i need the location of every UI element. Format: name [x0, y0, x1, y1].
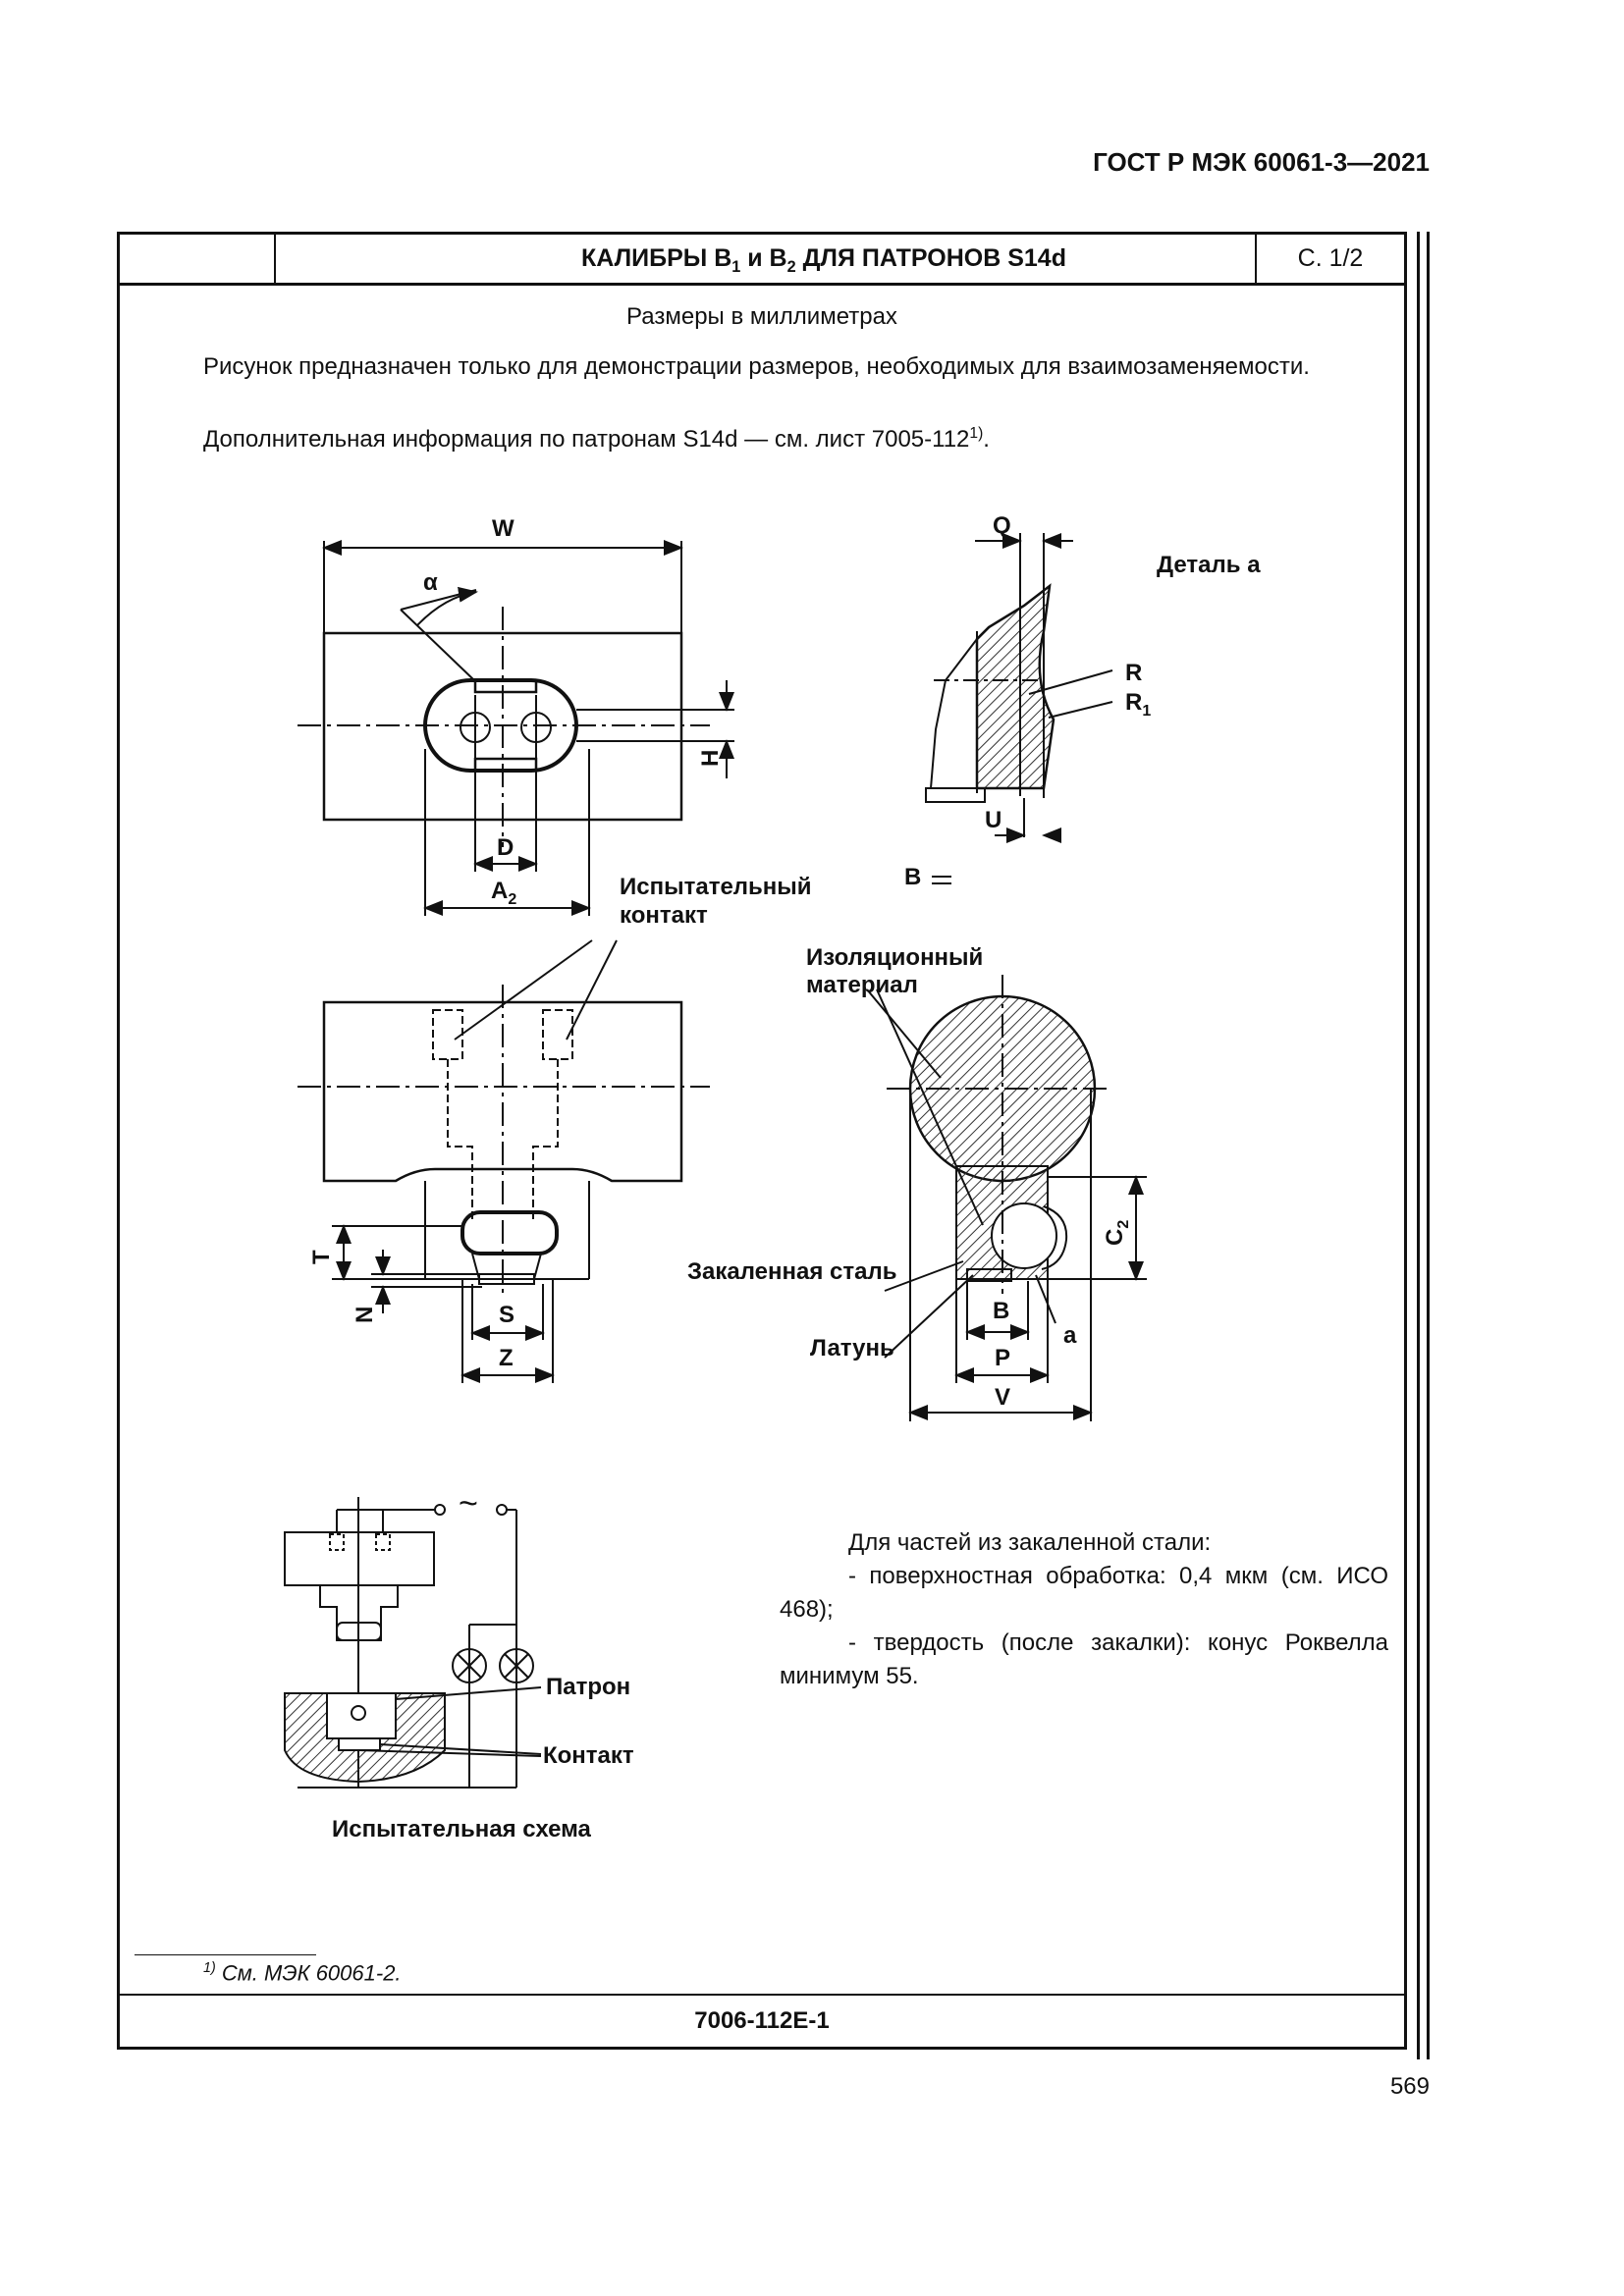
label-B-detail: B	[904, 864, 922, 890]
sheet-frame	[117, 232, 1407, 2050]
label-insulation-2: материал	[806, 972, 918, 998]
label-C2: $C_2$	[1102, 1219, 1132, 1246]
label-alpha: α	[423, 569, 438, 596]
label-S: S	[499, 1302, 515, 1328]
footnote-rule	[135, 1954, 316, 1955]
note-line: - твердость (после закалки): конус Роквелла минимум 55.	[780, 1629, 1388, 1689]
technical-drawing	[120, 235, 1404, 2047]
note-line: Для частей из закаленной стали:	[848, 1529, 1212, 1556]
page-number: 569	[1389, 2073, 1430, 2100]
units-note: Размеры в миллиметрах	[626, 303, 897, 330]
paragraph-reference: Дополнительная информация по патронам S14d — см. лист 7005-112$^{1)}$.	[203, 425, 990, 453]
note-line: - поверхностная обработка: 0,4 мкм (см. ИСО 468);	[780, 1563, 1388, 1623]
label-test-contact-1: Испытательный	[620, 874, 812, 900]
standard-number: ГОСТ Р МЭК 60061-3—2021	[1093, 147, 1430, 177]
frame-double-line	[1427, 232, 1430, 2059]
label-lampholder: Патрон	[546, 1674, 631, 1700]
test-circuit	[285, 1497, 541, 1788]
label-R1: $R_1$	[1125, 689, 1152, 720]
label-contact: Контакт	[543, 1742, 634, 1769]
sheet-title: КАЛИБРЫ $B_1$ и $B_2$ ДЛЯ ПАТРОНОВ S14d	[581, 244, 1066, 276]
label-T: T	[308, 1250, 335, 1264]
label-detail-a: Деталь a	[1157, 552, 1261, 578]
label-W: W	[492, 515, 514, 542]
label-D: D	[497, 834, 514, 861]
gauge-front-view	[298, 541, 734, 916]
sheet-footer-code: 7006-112E-1	[120, 1994, 1404, 2047]
label-Z: Z	[499, 1345, 514, 1371]
label-A2: $A_2$	[491, 878, 517, 908]
label-test-scheme: Испытательная схема	[332, 1816, 591, 1842]
label-test-contact-2: контакт	[620, 902, 708, 929]
detail-a-view	[926, 533, 1112, 883]
label-a: a	[1063, 1322, 1077, 1349]
label-brass: Латунь	[810, 1335, 894, 1362]
footnote: $^{1)}$ См. МЭК 60061-2.	[203, 1960, 402, 1986]
hardened-steel-note	[780, 1526, 1388, 1693]
label-insulation-1: Изоляционный	[806, 944, 984, 971]
label-ac-symbol: ~	[459, 1485, 478, 1522]
label-B: B	[993, 1298, 1010, 1324]
label-V: V	[995, 1384, 1011, 1411]
label-U: U	[985, 807, 1002, 833]
label-hardened-steel: Закаленная сталь	[687, 1258, 897, 1285]
label-N: N	[352, 1306, 378, 1323]
paragraph-purpose: Рисунок предназначен только для демонстрации размеров, необходимых для взаимозаменяемости.	[203, 353, 1310, 380]
label-R: R	[1125, 660, 1143, 686]
label-H: H	[697, 749, 724, 767]
label-P: P	[995, 1345, 1011, 1371]
sheet-page-indicator: С. 1/2	[1297, 244, 1364, 272]
label-Q: Q	[993, 512, 1011, 539]
frame-double-line	[1417, 232, 1420, 2059]
